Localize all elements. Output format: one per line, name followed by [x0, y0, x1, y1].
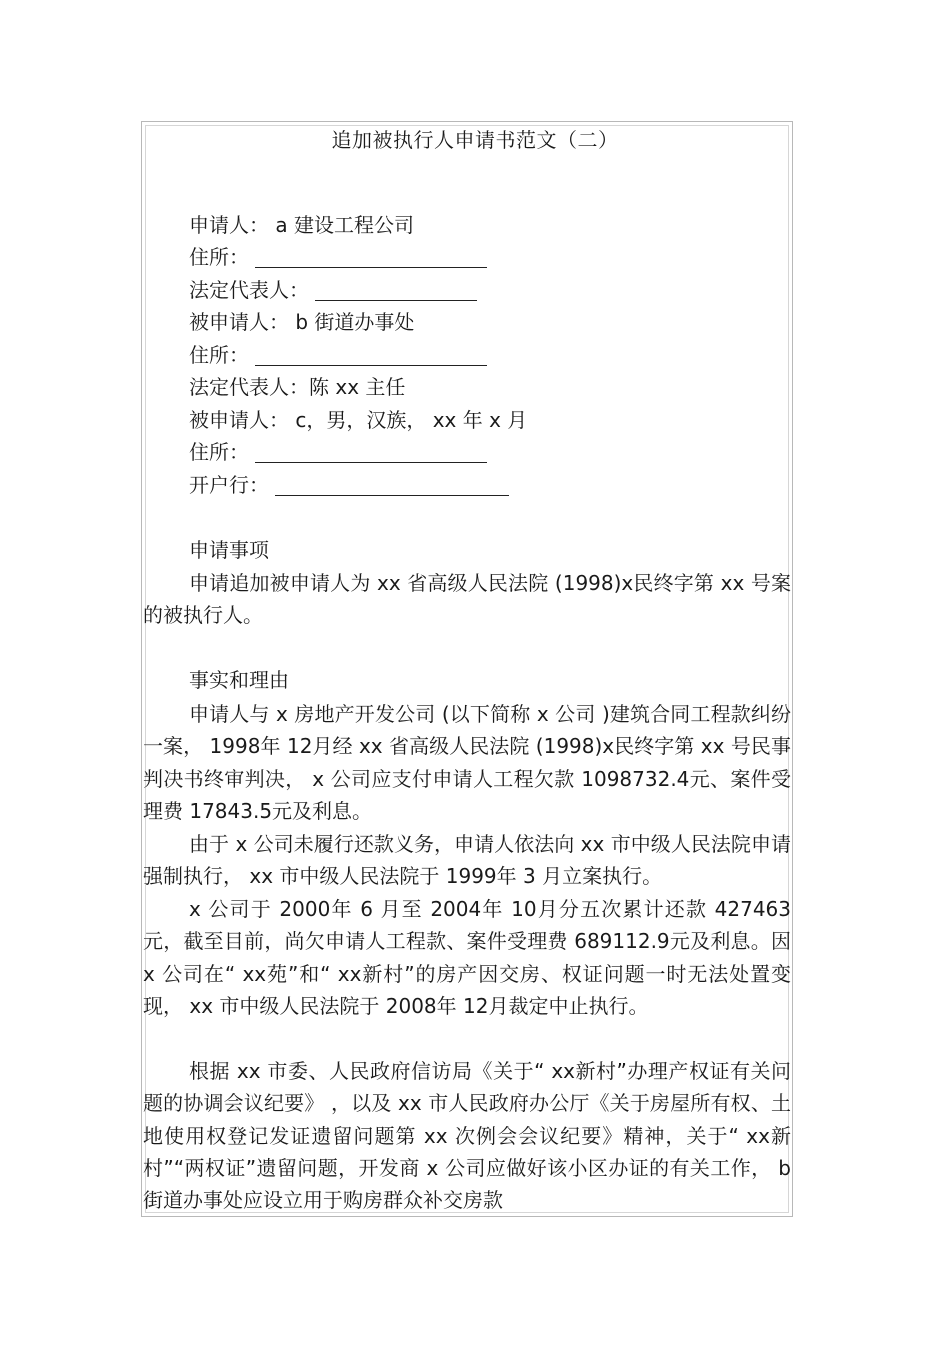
respondent-c-address-line: 住所： [189, 437, 487, 467]
respondent-b-address-line: 住所： [189, 340, 487, 370]
document-title: 追加被执行人申请书范文（二） [331, 128, 619, 152]
request-body: 申请追加被申请人为 xx 省高级人民法院 (1998)x民终字第 xx 号案的被执行人。 [143, 571, 791, 628]
respondent-b-representative-line: 法定代表人：陈 xx 主任 [189, 375, 406, 399]
applicant-representative-line: 法定代表人： [189, 275, 477, 305]
respondent-b-line: 被申请人： b 街道办事处 [189, 310, 415, 334]
applicant-address-line: 住所： [189, 242, 487, 272]
facts-paragraph: 申请人与 x 房地产开发公司 (以下简称 x 公司 )建筑合同工程款纠纷一案， 1998年 12月经 xx 省高级人民法院 (1998)x民终字第 xx 号民事判决书终审判决， x 公司应支付申请人工程欠款 1098732.4元、案件受理费 17843.5元及利息。 [143, 702, 791, 823]
facts-paragraph: 由于 x 公司未履行还款义务，申请人依法向 xx 市中级人民法院申请强制执行， xx 市中级人民法院于 1999年 3 月立案执行。 [143, 832, 791, 889]
blank-field [315, 278, 477, 301]
blank-field [255, 343, 487, 366]
respondent-c-bank-line: 开户行： [189, 470, 509, 500]
blank-field [255, 440, 487, 463]
applicant-line: 申请人： a 建设工程公司 [189, 213, 414, 237]
facts-paragraph: x 公司于 2000年 6 月至 2004年 10月分五次累计还款 427463元，截至目前，尚欠申请人工程款、案件受理费 689112.9元及利息。因 x 公司在“ xx苑”和“ xx新村”的房产因交房、权证问题一时无法处置变现， xx 市中级人民法院于 2008年 12月裁定中止执行。 [143, 897, 791, 1018]
section-heading-request: 申请事项 [189, 538, 269, 562]
blank-field [275, 473, 509, 496]
blank-field [255, 245, 487, 268]
facts-paragraph: 根据 xx 市委、人民政府信访局《关于“ xx新村”办理产权证有关问题的协调会议纪要》 ，以及 xx 市人民政府办公厅《关于房屋所有权、土地使用权登记发证遗留问题第 xx 次例会会议纪要》精神，关于“ xx新村”“两权证”遗留问题，开发商 x 公司应做好该小区办证的有关工作， b 街道办事处应设立用于购房群众补交房款 [143, 1059, 791, 1213]
respondent-c-line: 被申请人： c，男，汉族， xx 年 x 月 [189, 408, 528, 432]
section-heading-facts: 事实和理由 [189, 668, 289, 692]
